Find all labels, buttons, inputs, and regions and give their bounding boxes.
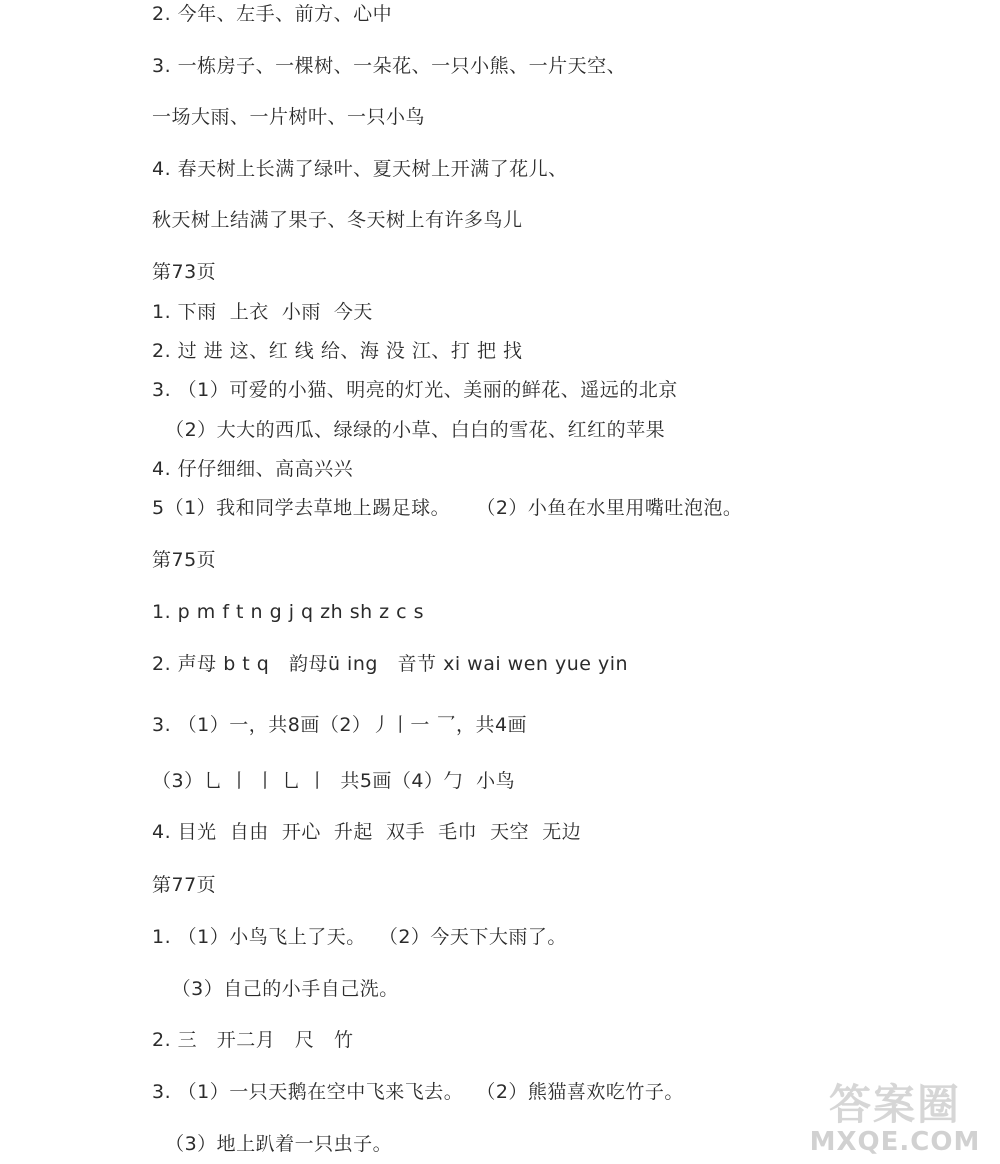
watermark-text: 答案圈 <box>828 1080 961 1129</box>
text-line: 1. 下雨 上衣 小雨 今天 <box>152 301 373 323</box>
section-heading: 第73页 <box>152 261 217 283</box>
text-line: 2. 三 开二月 尺 竹 <box>152 1029 354 1051</box>
text-line: 一场大雨、一片树叶、一只小鸟 <box>152 106 426 128</box>
text-line: 5（1）我和同学去草地上踢足球。 （2）小鱼在水里用嘴吐泡泡。 <box>152 497 743 519</box>
section-heading: 第75页 <box>152 549 217 571</box>
text-line: 4. 仔仔细细、高高兴兴 <box>152 458 354 480</box>
section-heading: 第77页 <box>152 874 217 896</box>
watermark-logo <box>800 1082 990 1156</box>
text-line: 1. （1）小鸟飞上了天。 （2）今天下大雨了。 <box>152 926 567 948</box>
text-line: 2. 声母 b t q 韵母ü ing 音节 xi wai wen yue yin <box>152 653 629 675</box>
text-line: 秋天树上结满了果子、冬天树上有许多鸟儿 <box>152 209 523 231</box>
text-line: 4. 春天树上长满了绿叶、夏天树上开满了花儿、 <box>152 158 568 180</box>
text-line: 1. p m f t n g j q zh sh z c s <box>152 601 425 623</box>
text-line: （2）大大的西瓜、绿绿的小草、白白的雪花、红红的苹果 <box>152 419 666 441</box>
text-line: 3. （1）可爱的小猫、明亮的灯光、美丽的鲜花、遥远的北京 <box>152 379 678 401</box>
text-line: 3. （1）一，共8画（2）丿丨一 乛，共4画 <box>152 714 528 736</box>
text-line: 3. 一栋房子、一棵树、一朵花、一只小熊、一片天空、 <box>152 55 627 77</box>
text-line: （3）地上趴着一只虫子。 <box>152 1133 393 1155</box>
text-line: 2. 过 进 这、红 线 给、海 没 江、打 把 找 <box>152 340 523 362</box>
text-line: 3. （1）一只天鹅在空中飞来飞去。 （2）熊猫喜欢吃竹子。 <box>152 1081 684 1103</box>
watermark-url: MXQE.COM <box>809 1127 981 1157</box>
text-line: （3）乚 丨 丨 乚 丨 共5画（4）勹 小鸟 <box>152 770 516 792</box>
text-line: （3）自己的小手自己洗。 <box>152 978 399 1000</box>
text-line: 2. 今年、左手、前方、心中 <box>152 3 393 25</box>
text-line: 4. 目光 自由 开心 升起 双手 毛巾 天空 无边 <box>152 821 582 843</box>
